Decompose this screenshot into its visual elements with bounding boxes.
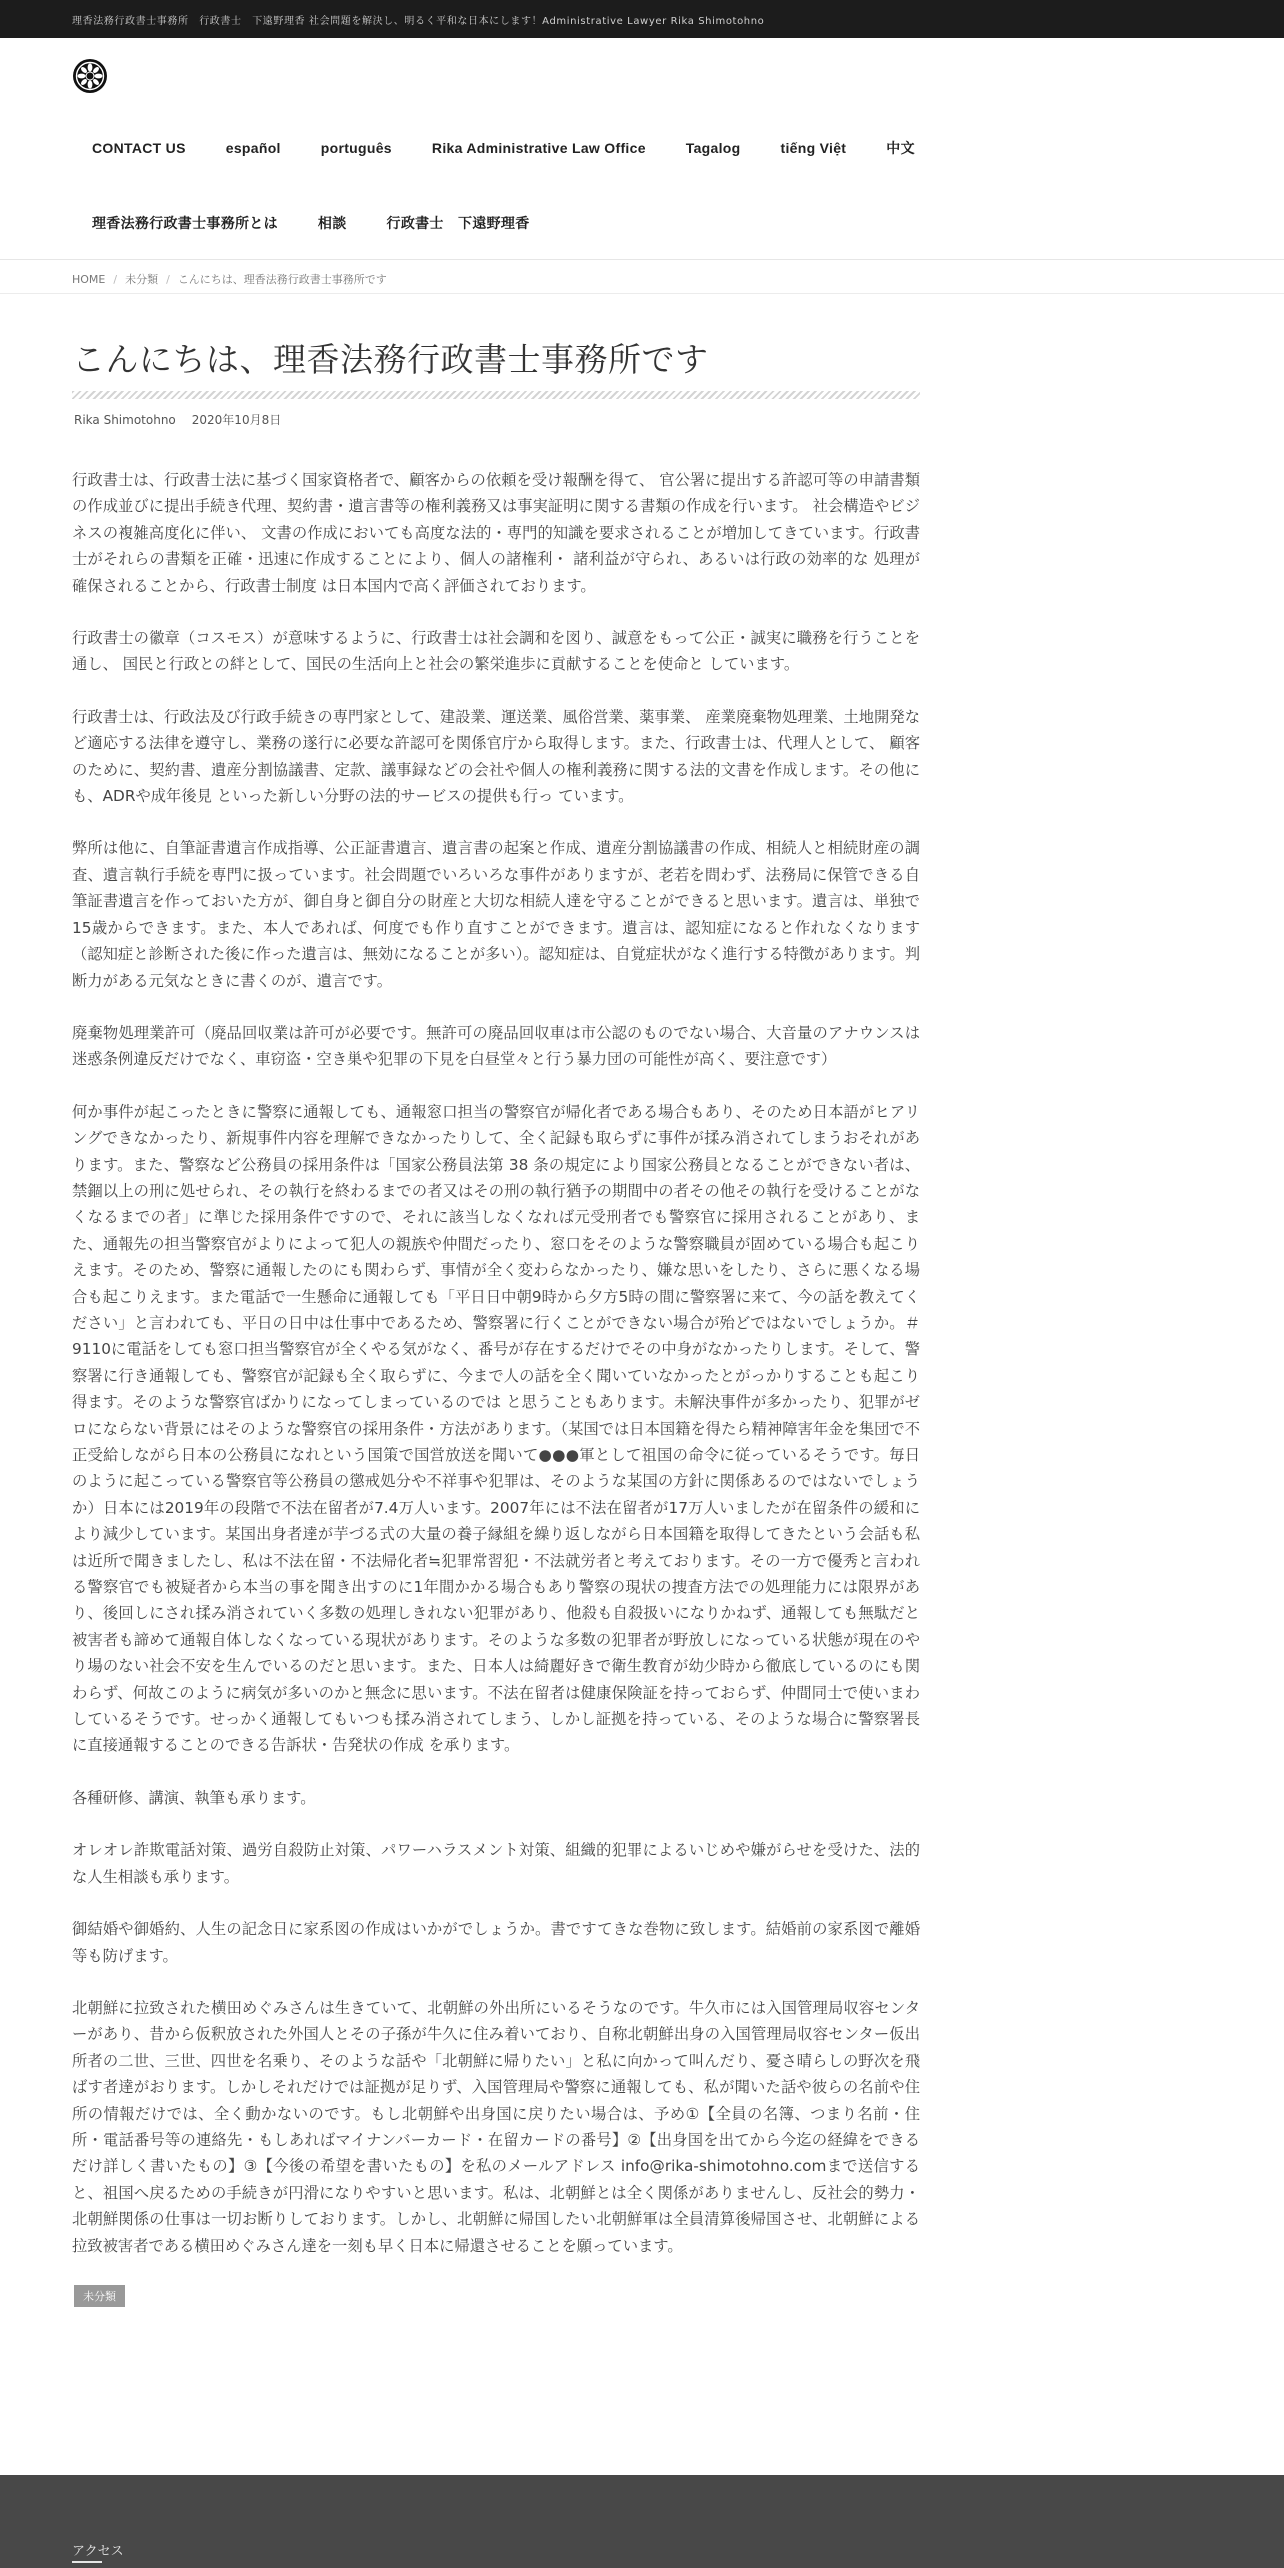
content-paragraph: 何か事件が起こったときに警察に通報しても、通報窓口担当の警察官が帰化者である場合もあり、そのため日本語がヒアリングできなかったり、新規事件内容を理解できなかったりして、全く記録も取らずに事件が揉み消されてしまうおそれがあります。また、警察など公務員の採用条件は「国家公務員法第 38 条の規定により国家公務員となることができない者は、禁錮以上の刑に処せられ、その執行を終わるまでの者又はその刑の執行猶予の期間中の者その他その執行を受けることがなくなるまでの者」に準じた採用条件ですので、それに該当しなくなれば元受刑者でも警察官に採用されることがあり、また、通報先の担当警察官がよりによって犯人の親族や仲間だったり、窓口をそのような警察職員が固めている場合も起こりえます。そのため、警察に通報したのにも関わらず、事情が全く変わらなかったり、嫌な思いをしたり、さらに悪くなる場合も起こりえます。また電話で一生懸命に通報しても「平日日中朝9時から夕方5時の間に警察署に来て、今の話を教えてください」と言われても、平日の日中は仕事中であるため、警察署に行くことができない場合が殆どではないでしょうか。＃9110に電話をしても窓口担当警察官が全くやる気がなく、番号が存在するだけでその中身がなかったりします。そして、警察署に行き通報しても、警察官が記録も全く取らずに、今まで人の話を全く聞いていなかったとがっかりすることも起こり得ます。そのような警察官ばかりになってしまっているのでは と思うこともあります。未解決事件が多かったり、犯罪がゼロにならない背景にはそのような警察官の採用条件・方法があります。（某国では日本国籍を得たら精神障害年金を集団で不正受給しながら日本の公務員になれという国策で国営放送を聞いて●●●軍として祖国の命令に従っているそうです。毎日のように起こっている警察官等公務員の懲戒処分や不祥事や犯罪は、そのような某国の方針に関係あるのではないでしょうか）日本には2019年の段階で不法在留者が7.4万人います。2007年には不法在留者が17万人いましたが在留条件の緩和により減少しています。某国出身者達が芋づる式の大量の養子縁組を繰り返しながら日本国籍を取得してきたという会話も私は近所で聞きましたし、私は不法在留・不法帰化者≒犯罪常習犯・不法就労者と考えております。その一方で優秀と言われる警察官でも被疑者から本当の事を聞き出すのに1年間かかる場合もあり警察の現状の捜査方法での処理能力には限界があり、後回しにされ揉み消されていく多数の処理しきれない犯罪があり、他殺も自殺扱いになりかねず、通報しても無駄だと被害者も諦めて通報自体しなくなっている現状があります。そのような多数の犯罪者が野放しになっている状態が現在のやり場のない社会不安を生んでいるのだと思います。また、日本人は綺麗好きで衛生教育が幼少時から徹底しているのにも関わらず、何故このように病気が多いのかと無念に思います。不法在留者は健康保険証を持っておらず、仲間同士で使いまわしているそうです。せっかく通報してもいつも揉み消されてしまう、しかし証拠を持っている、そのような場合に警察署長に直接通報することのできる告訴状・告発状の作成 を承ります。	[72, 1102, 920, 1755]
site-header	[0, 38, 1284, 260]
main-nav-primary	[72, 138, 935, 158]
site-tagline: 理香法務行政書士事務所 行政書士 下遠野理香 社会問題を解決し、明るく平和な日本にします！Administrative Lawyer Rika Shimotohno	[72, 16, 765, 27]
content-paragraph: 北朝鮮に拉致された横田めぐみさんは生きていて、北朝鮮の外出所にいるそうなのです。牛久市には入国管理局収容センターがあり、昔から仮釈放された外国人とその子孫が牛久に住み着いており、自称北朝鮮出身の入国管理局収容センター仮出所者の二世、三世、四世を名乗り、そのような話や「北朝鮮に帰りたい」と私に向かって叫んだり、憂さ晴らしの野次を飛ばす者達がおります。しかしそれだけでは証拠が足りず、入国管理局や警察に通報しても、私が聞いた話や彼らの名前や住所の情報だけでは、全く動かないのです。もし北朝鮮や出身国に戻りたい場合は、予め①【全員の名簿、つまり名前・住所・電話番号等の連絡先・もしあればマイナンバーカード・在留カードの番号】②【出身国を出てから今迄の経緯をできるだけ詳しく書いたもの】③【今後の希望を書いたもの】を私のメールアドレス info@rika-shimotohno.comまで送信すると、祖国へ戻るための手続きが円滑になりやすいと思います。私は、北朝鮮とは全く関係がありませんし、反社会的勢力・北朝鮮関係の仕事は一切お断りしております。しかし、北朝鮮に帰国したい北朝鮮軍は全員清算後帰国させ、北朝鮮による拉致被害者である横田めぐみさん達を一刻も早く日本に帰還させることを願っています。	[72, 1998, 920, 2255]
content-paragraph: 弊所は他に、自筆証書遺言作成指導、公正証書遺言、遺言書の起案と作成、遺産分割協議書の作成、相続人と相続財産の調査、遺言執行手続を専門に扱っています。社会問題でいろいろな事件がありますが、老若を問わず、法務局に保管できる自筆証書遺言を作っておいた方が、御自身と御自分の財産と大切な相続人達を守ることができると思います。遺言は、単独で15歳からできます。また、本人であれば、何度でも作り直すことができます。遺言は、認知症になると作れなくなります（認知症と診断された後に作った遺言は、無効になることが多い）。認知症は、自覚症状がなく進行する特徴があります。判断力がある元気なときに書くのが、遺言です。	[72, 839, 920, 990]
nav-item-portugues[interactable]: português	[320, 140, 392, 156]
content-paragraph: 行政書士は、行政書士法に基づく国家資格者で、顧客からの依頼を受け報酬を得て、 官公署に提出する許認可等の申請書類の作成並びに提出手続き代理、契約書・遺言書等の権利義務又は事実証明に関する書類の作成を行います。 社会構造やビジネスの複雑高度化に伴い、 文書の作成においても高度な法的・専門的知識を要求されることが増加してきています。行政書士がそれらの書類を正確・迅速に作成することにより、個人の諸権利・ 諸利益が守られ、あるいは行政の効率的な 処理が確保されることから、行政書士制度 は日本国内で高く評価されております。	[72, 471, 920, 595]
main-nav-secondary	[72, 213, 550, 233]
nav-item-lawyer-profile[interactable]: 行政書士 下遠野理香	[386, 215, 530, 231]
content-paragraph: 廃棄物処理業許可（廃品回収業は許可が必要です。無許可の廃品回収車は市公認のものでない場合、大音量のアナウンスは迷惑条例違反だけでなく、車窃盗・空き巣や犯罪の下見を白昼堂々と行う暴力団の可能性が高く、要注意です）	[72, 1023, 920, 1069]
content-paragraph: 御結婚や御婚約、人生の記念日に家系図の作成はいかがでしょうか。書ですてきな巻物に致します。結婚前の家系図で離婚等も防げます。	[72, 1920, 920, 1965]
post-author[interactable]: Rika Shimotohno	[74, 413, 176, 427]
category-tag[interactable]: 未分類	[74, 2285, 125, 2307]
breadcrumb	[72, 271, 387, 287]
post-title: こんにちは、理香法務行政書士事務所です	[72, 340, 709, 379]
footer-heading-underline	[72, 2561, 102, 2563]
content-paragraph: オレオレ詐欺電話対策、過労自殺防止対策、パワーハラスメント対策、組織的犯罪によるいじめや嫌がらせを受けた、法的な人生相談も承ります。	[72, 1841, 920, 1886]
breadcrumb-home-link[interactable]: HOME	[72, 273, 106, 286]
nav-item-about-office[interactable]: 理香法務行政書士事務所とは	[92, 215, 278, 231]
nav-item-chinese[interactable]: 中文	[886, 140, 915, 156]
top-bar	[0, 0, 1284, 38]
breadcrumb-separator: /	[113, 273, 118, 286]
footer-heading-access: アクセス	[72, 2544, 124, 2559]
content-paragraph: 各種研修、講演、執筆も承ります。	[72, 1788, 316, 1807]
content-paragraph: 行政書士は、行政法及び行政手続きの専門家として、建設業、運送業、風俗営業、薬事業、 産業廃棄物処理業、土地開発など適応する法律を遵守し、業務の遂行に必要な許認可を関係官庁から取得します。また、行政書士は、代理人として、 顧客のために、契約書、遺産分割協議書、定款、議事録などの会社や個人の権利義務に関する法的文書を作成します。その他にも、ADRや成年後見 といった新しい分野の法的サービスの提供も行っ ています。	[72, 707, 920, 806]
nav-item-contact-us[interactable]: CONTACT US	[92, 140, 186, 156]
breadcrumb-category-link[interactable]: 未分類	[125, 273, 159, 286]
post-date: 2020年10月8日	[191, 413, 282, 427]
content-paragraph: 行政書士の徽章（コスモス）が意味するように、行政書士は社会調和を図り、誠意をもって公正・誠実に職務を行うことを通し、 国民と行政との絆として、国民の生活向上と社会の繁栄進歩に貢献することを使命と しています。	[72, 629, 920, 674]
emblem-logo-icon[interactable]	[72, 58, 108, 94]
title-divider	[72, 391, 920, 399]
breadcrumb-current: こんにちは、理香法務行政書士事務所です	[177, 273, 387, 286]
nav-item-tagalog[interactable]: Tagalog	[685, 140, 741, 156]
nav-item-rika-office[interactable]: Rika Administrative Law Office	[431, 140, 646, 156]
nav-item-espanol[interactable]: español	[225, 140, 281, 156]
breadcrumb-bar	[0, 260, 1284, 294]
nav-item-vietnamese[interactable]: tiếng Việt	[780, 140, 847, 156]
breadcrumb-separator: /	[166, 273, 170, 286]
nav-item-consultation[interactable]: 相談	[317, 215, 347, 231]
post-content	[72, 467, 920, 2307]
post-meta	[74, 411, 297, 428]
site-footer	[0, 2475, 1284, 2568]
